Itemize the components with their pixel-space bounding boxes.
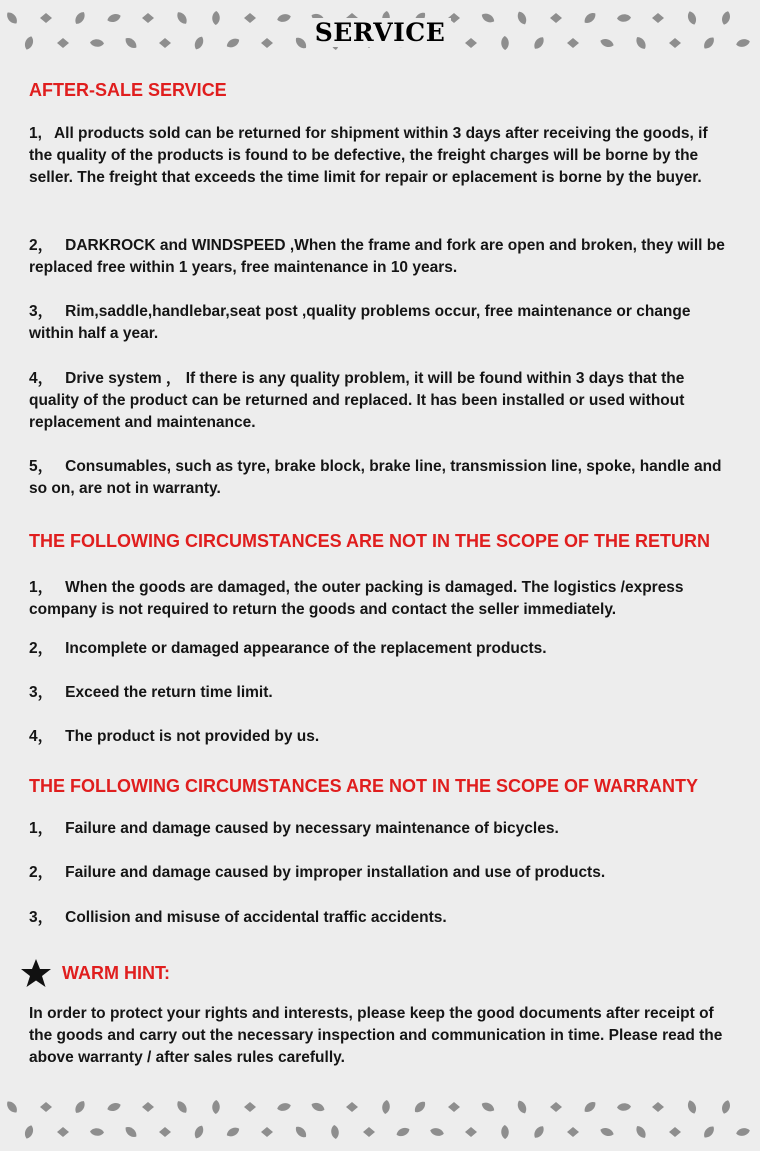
leaf-ornament <box>501 1125 509 1139</box>
leaf-ornament <box>582 1100 597 1115</box>
diamond-ornament <box>244 1102 256 1112</box>
after-sale-heading: AFTER-SALE SERVICE <box>29 80 227 100</box>
diamond-ornament <box>652 1102 664 1112</box>
leaf-ornament <box>686 1099 698 1115</box>
not-warranty-heading: THE FOLLOWING CIRCUMSTANCES ARE NOT IN THE SCOPE OF WARRANTY <box>29 776 698 796</box>
not-return-item-1: 1， When the goods are damaged, the outer packing is damaged. The logistics /express company is not required to return the goods and contact the seller immediately. <box>29 579 684 618</box>
leaf-ornament <box>193 1124 206 1140</box>
diamond-ornament <box>550 1102 562 1112</box>
diamond-ornament <box>142 1102 154 1112</box>
leaf-ornament <box>330 1125 339 1140</box>
leaf-ornament <box>90 1128 104 1136</box>
leaf-ornament <box>310 1101 326 1113</box>
after-sale-item-5: 5， Consumables, such as tyre, brake block, brake line, transmission line, spoke, handle and so on, are not in warranty. <box>29 458 722 497</box>
leaf-ornament <box>532 1124 546 1140</box>
diamond-ornament <box>448 1102 460 1112</box>
leaf-ornament <box>429 1127 444 1138</box>
diamond-ornament <box>465 1127 477 1137</box>
leaf-ornament <box>276 1102 291 1113</box>
not-return-item-3: 3， Exceed the return time limit. <box>29 684 273 701</box>
leaf-ornament <box>599 1126 615 1138</box>
warm-hint-row <box>20 958 170 988</box>
diamond-ornament <box>346 1102 358 1112</box>
diamond-ornament <box>669 1127 681 1137</box>
warm-hint-heading: WARM HINT: <box>62 962 170 983</box>
after-sale-item-4: 4， Drive system ， If there is any quality problem, it will be found within 3 days that the quality of the product can be returned and replaced. It has been installed or used without replacement and maintenance. <box>29 370 685 431</box>
diamond-ornament <box>159 1127 171 1137</box>
leaf-ornament <box>634 1124 648 1140</box>
decorative-pattern-bottom <box>0 1089 760 1151</box>
leaf-ornament <box>381 1100 390 1115</box>
diamond-ornament <box>261 1127 273 1137</box>
star-icon <box>20 958 52 988</box>
after-sale-item-3: 3， Rim,saddle,handlebar,seat post ,quality problems occur, free maintenance or change within half a year. <box>29 303 691 342</box>
not-return-item-2: 2， Incomplete or damaged appearance of the replacement products. <box>29 640 547 657</box>
warm-hint-text: In order to protect your rights and interests, please keep the good documents after receipt of the goods and carry out the necessary inspection and communication in time. Please read the above warranty / after sales rules carefully. <box>29 1005 723 1066</box>
not-return-item-4: 4， The product is not provided by us. <box>29 728 320 745</box>
leaf-ornament <box>702 1124 717 1140</box>
diamond-ornament <box>57 1127 69 1137</box>
diamond-ornament <box>40 1102 52 1112</box>
not-warranty-item-1: 1， Failure and damage caused by necessary maintenance of bicycles. <box>29 820 559 837</box>
leaf-ornament <box>412 1099 427 1114</box>
leaf-ornament <box>5 1099 20 1115</box>
leaf-ornament <box>516 1099 529 1115</box>
after-sale-item-2: 2， DARKROCK and WINDSPEED ,When the frame and fork are open and broken, they will be replaced free within 1 years, free maintenance in 10 years. <box>29 237 725 276</box>
leaf-ornament <box>395 1126 411 1138</box>
diamond-ornament <box>363 1127 375 1137</box>
leaf-ornament <box>106 1101 122 1113</box>
not-warranty-item-2: 2， Failure and damage caused by improper installation and use of products. <box>29 864 606 881</box>
leaf-ornament <box>735 1127 750 1137</box>
leaf-ornament <box>225 1125 241 1138</box>
leaf-ornament <box>73 1099 87 1115</box>
diamond-ornament <box>567 1127 579 1137</box>
leaf-ornament <box>480 1100 496 1113</box>
leaf-ornament <box>720 1099 731 1115</box>
not-warranty-item-3: 3， Collision and misuse of accidental traffic accidents. <box>29 909 447 926</box>
leaf-ornament <box>212 1100 220 1114</box>
leaf-ornament <box>175 1099 189 1115</box>
leaf-ornament <box>123 1125 138 1140</box>
not-return-heading: THE FOLLOWING CIRCUMSTANCES ARE NOT IN THE SCOPE OF THE RETURN <box>29 531 710 551</box>
leaf-ornament <box>617 1103 631 1111</box>
leaf-ornament <box>293 1124 308 1139</box>
page-title: SERVICE <box>0 18 760 47</box>
after-sale-item-1: 1, All products sold can be returned for shipment within 3 days after receiving the goods, if the quality of the products is found to be defective, the freight charges will be borne by the seller. The freight that exceeds the time limit for repair or eplacement is borne by the buyer. <box>29 125 708 186</box>
leaf-ornament <box>23 1124 35 1140</box>
